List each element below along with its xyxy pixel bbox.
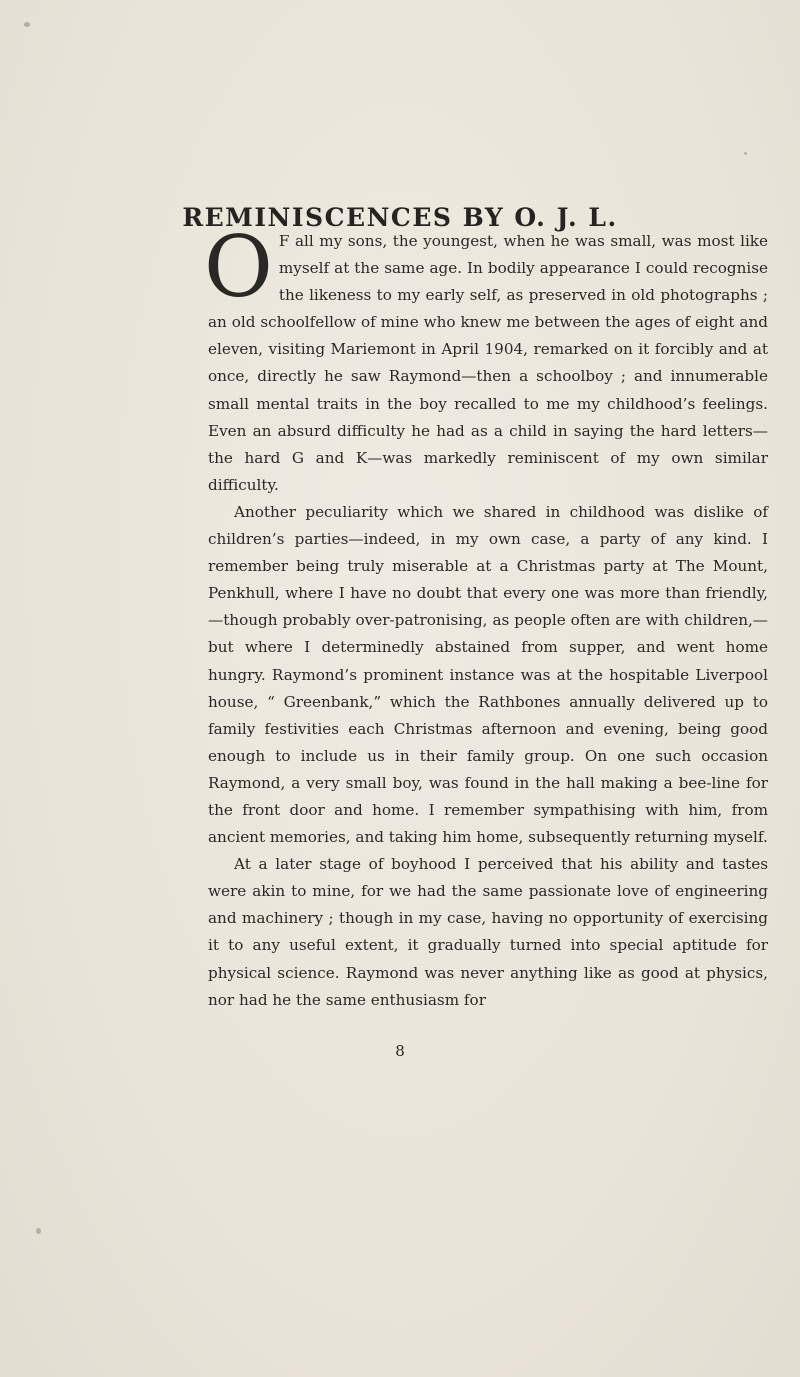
body-text — [204, 218, 768, 1014]
drop-cap: O — [204, 218, 273, 316]
paragraph-3: At a later stage of boyhood I perceived that his ability and tastes were akin to mine, for we had the same passionate love of engineering and machinery ; though in my case, having no opportunity of exercising it to any useful extent, it gradually turned into special aptitude for physical science. Raymond was never anything like as good at physics, nor had he the same enthusiasm for — [208, 855, 768, 1009]
paper-speck — [24, 22, 30, 27]
page-heading: REMINISCENCES BY O. J. L. — [182, 202, 618, 232]
paragraph-1 — [204, 218, 768, 499]
paper-speck — [36, 1228, 41, 1234]
paragraph-2: Another peculiarity which we shared in childhood was dislike of children’s parties—indeed, in my own case, a party of any kind. I remember being truly miserable at a Christmas party at The Mount, Penkhull, where I have no doubt that every one was more than friendly,—though probably over-patronising, as people often are with children,—but where I determinedly abstained from supper, and went home hungry. Raymond’s prominent instance was at the hospitable Liverpool house, “ Greenbank,” which the Rathbones annually delivered up to family festivities each Christmas afternoon and evening, being good enough to include us in their family group. On one such occasion Raymond, a very small boy, was found in the hall making a bee-line for the front door and home. I remember sympathising with him, from ancient memories, and taking him home, subsequently returning myself. — [208, 502, 768, 847]
page-number: 8 — [395, 1042, 405, 1060]
paragraph-1-text: F all my sons, the youngest, when he was small, was most like myself at the same age. In bodily appearance I could recognise the likeness to my early self, as preserved in old photographs ; an old schoolfellow of mine who knew me between the ages of eight and eleven, visiting Mariemont in April 1904, remarked on it forcibly and at once, directly he saw Raymond—then a schoolboy ; and innumerable small mental traits in the boy recalled to me my childhood’s feelings. Even an absurd difficulty he had as a child in saying the hard letters—the hard G and K—was markedly reminiscent of my own similar difficulty. — [208, 232, 768, 494]
paper-speck — [744, 152, 747, 155]
